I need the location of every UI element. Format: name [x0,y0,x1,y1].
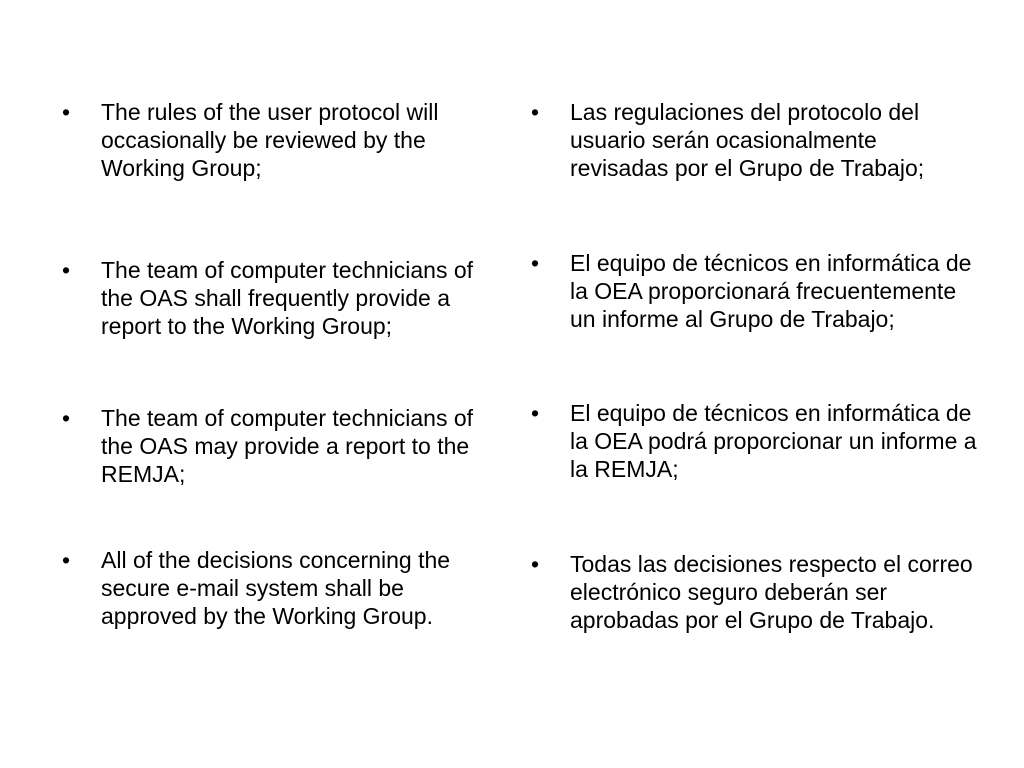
bullet-text: Todas las decisiones respecto el correo electrónico seguro deberán ser aprobadas por el Grupo de Trabajo. [570,551,973,633]
bullet-marker: • [531,551,540,577]
bullet-text: All of the decisions concerning the secure e-mail system shall be approved by the Working Group. [101,547,451,629]
bullet-item [531,550,981,634]
bullet-text: El equipo de técnicos en informática de la OEA proporcionará frecuentemente un informe al Grupo de Trabajo; [570,250,972,332]
bullet-text: El equipo de técnicos en informática de la OEA podrá proporcionar un informe a la REMJA; [570,400,977,482]
bullet-item [531,249,981,333]
bullet-item [62,98,502,182]
bullet-text: Las regulaciones del protocolo del usuario serán ocasionalmente revisadas por el Grupo de Trabajo; [570,99,925,181]
bullet-marker: • [62,257,71,283]
bullet-text: The team of computer technicians of the OAS shall frequently provide a report to the Working Group; [101,257,474,339]
bullet-item [531,98,981,182]
bullet-marker: • [531,400,540,426]
bullet-item [62,256,502,340]
bullet-item [531,399,981,483]
bullet-text: The team of computer technicians of the OAS may provide a report to the REMJA; [101,405,474,487]
bullet-marker: • [531,250,540,276]
bullet-item [62,404,502,488]
bullet-marker: • [62,405,71,431]
bullet-marker: • [62,547,71,573]
bullet-text: The rules of the user protocol will occasionally be reviewed by the Working Group; [101,99,439,181]
bullet-item [62,546,502,630]
bullet-marker: • [531,99,540,125]
bullet-marker: • [62,99,71,125]
